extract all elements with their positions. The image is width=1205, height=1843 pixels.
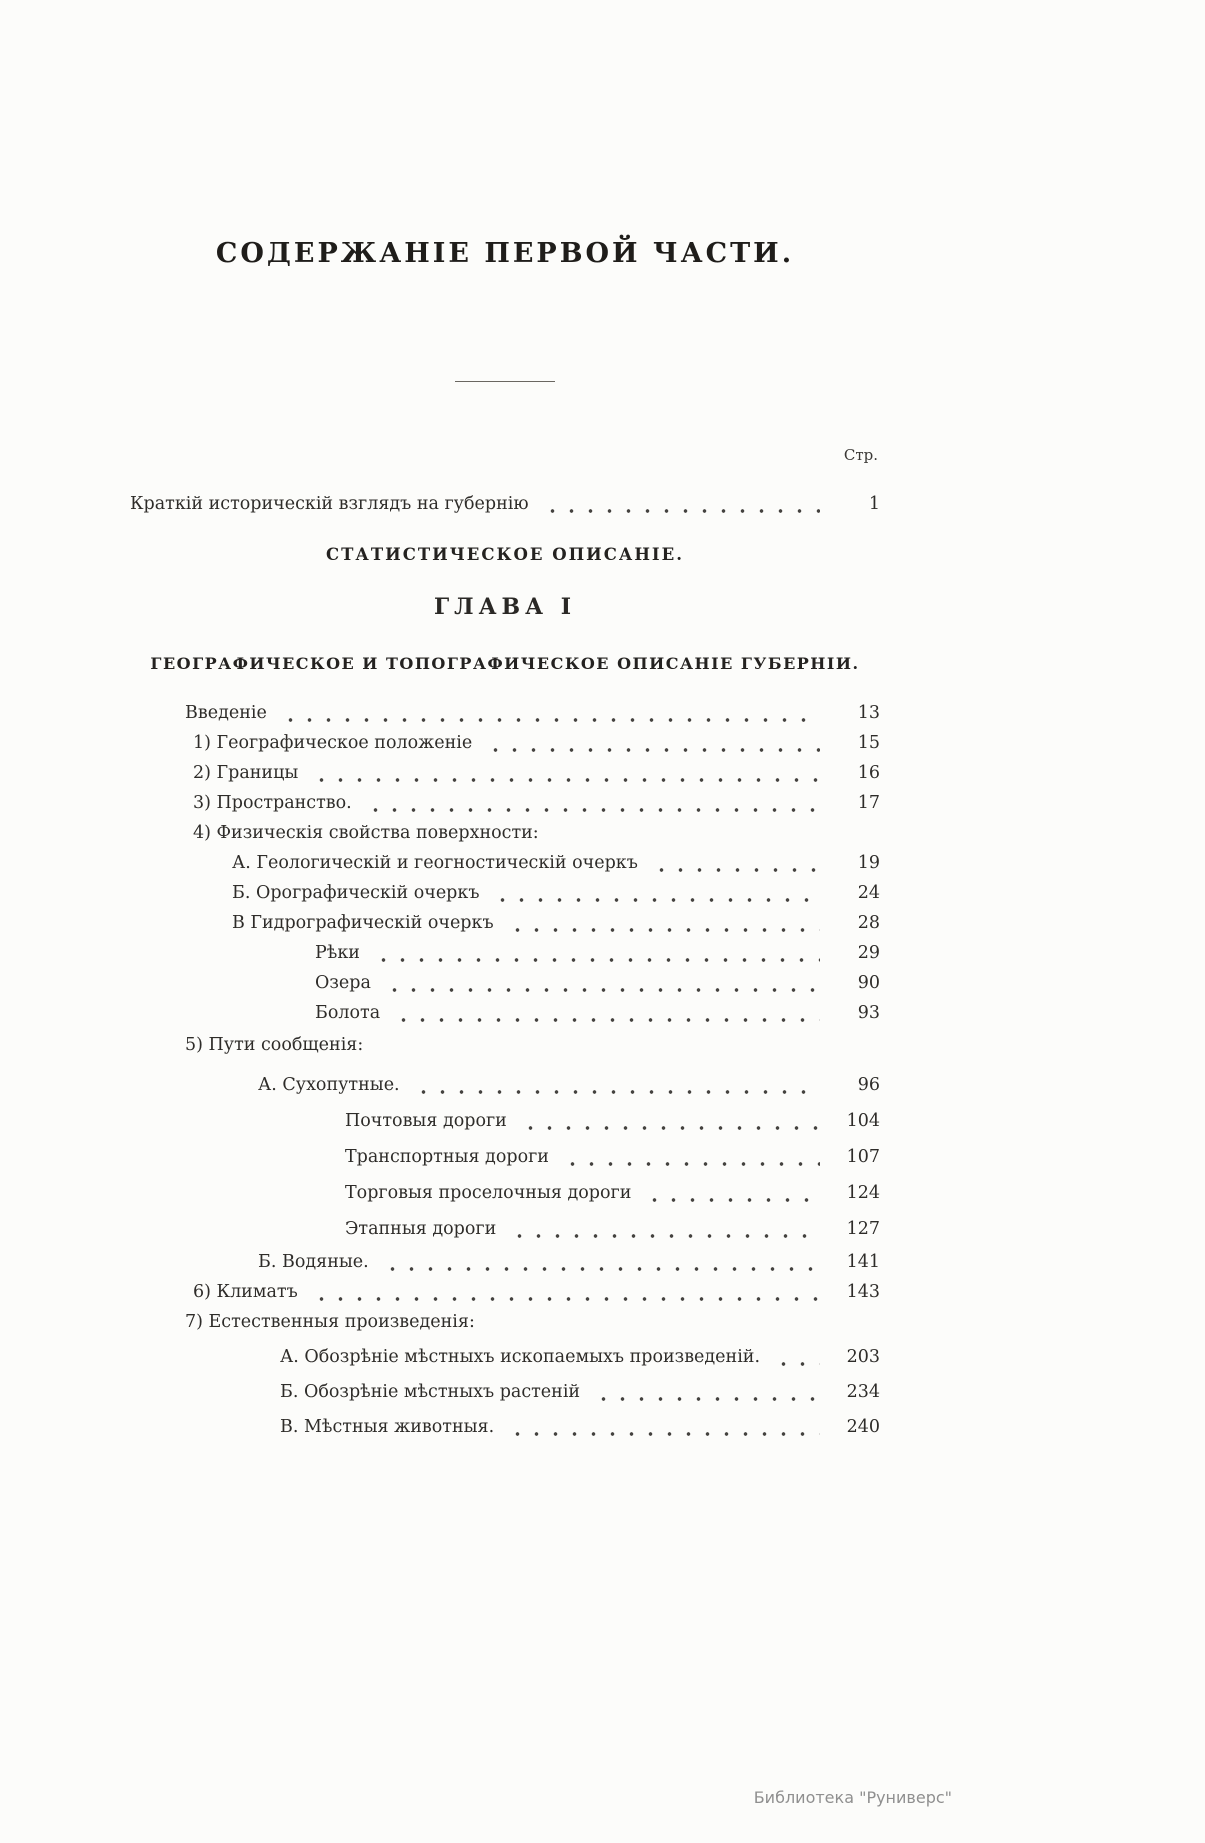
page-title: СОДЕРЖАНІЕ ПЕРВОЙ ЧАСТИ.: [215, 238, 795, 269]
toc-row: [130, 1278, 880, 1308]
toc-row: [130, 1413, 880, 1443]
dot-leader: [400, 1071, 832, 1101]
dot-leader: [549, 1143, 832, 1173]
toc-row: [130, 729, 880, 759]
toc-entry-page: 28: [857, 913, 880, 933]
toc-entry-label: Б. Водяные.: [258, 1252, 369, 1272]
toc-row: [130, 699, 880, 729]
toc-entry-page: 104: [846, 1111, 880, 1131]
toc-entry-label: Б. Обозрѣніе мѣстныхъ растеній: [280, 1382, 581, 1402]
dot-leader: [360, 939, 832, 969]
dot-leader: [352, 789, 832, 819]
toc-entry-label: Этапныя дороги: [345, 1219, 497, 1239]
toc-entry-page: 16: [857, 763, 880, 783]
toc-entry-page: 143: [846, 1282, 880, 1302]
toc-row: [130, 1107, 880, 1137]
toc-entry-page: 107: [846, 1147, 880, 1167]
dot-leader: [475, 1308, 832, 1338]
toc-entry-page: [832, 1031, 880, 1061]
dot-leader: [580, 1378, 832, 1408]
toc-entry-label: Введеніе: [185, 703, 267, 723]
toc-row: [130, 759, 880, 789]
dot-leader: [298, 759, 832, 789]
toc-entry-label: А. Геологическій и геогностическій очеркъ: [232, 853, 638, 873]
toc-entry-page: 93: [857, 1003, 880, 1023]
toc-row: [130, 1378, 880, 1408]
toc-entry-label: Транспортныя дороги: [345, 1147, 549, 1167]
toc-row: [130, 1179, 880, 1209]
toc-entry-label: Торговыя проселочныя дороги: [345, 1183, 632, 1203]
toc-row: [130, 1143, 880, 1173]
toc-entry-page: 124: [846, 1183, 880, 1203]
chapter-heading: ГЛАВА I: [433, 594, 577, 620]
toc-entry-label: 7) Естественныя произведенія:: [185, 1312, 475, 1332]
toc-entry-page: 29: [857, 943, 880, 963]
toc-entry-page: 24: [857, 883, 880, 903]
toc-row: [130, 1031, 880, 1061]
toc-entry-page: 127: [846, 1219, 880, 1239]
toc-entry-page: 141: [846, 1252, 880, 1272]
toc-entry-page: 1: [868, 494, 880, 514]
toc-entry-label: А. Обозрѣніе мѣстныхъ ископаемыхъ произведеній.: [280, 1347, 761, 1367]
dot-leader: [496, 1215, 832, 1245]
toc-entry-label: Б. Орографическій очеркъ: [232, 883, 480, 903]
toc-row: [130, 909, 880, 939]
toc-entry-label: Озера: [315, 973, 371, 993]
toc-entry-label: В. Мѣстныя животныя.: [280, 1417, 495, 1437]
toc-entry-label: В Гидрографическій очеркъ: [232, 913, 494, 933]
dot-leader: [494, 1413, 832, 1443]
toc-entry-label: Почтовыя дороги: [345, 1111, 507, 1131]
toc-list: [130, 699, 880, 1443]
dot-leader: [472, 729, 832, 759]
toc-entry-page: 19: [857, 853, 880, 873]
dot-leader: [760, 1343, 832, 1373]
toc-entry-label: 1) Географическое положеніе: [193, 733, 473, 753]
toc-row: [130, 849, 880, 879]
toc-row: [130, 999, 880, 1029]
dot-leader: [363, 1031, 832, 1061]
toc-row: [130, 879, 880, 909]
section-heading-statistical: СТАТИСТИЧЕСКОЕ ОПИСАНІЕ.: [326, 545, 684, 564]
toc-entry-label: Краткій историческій взглядъ на губернію: [130, 494, 529, 514]
toc-entry-page: 203: [846, 1347, 880, 1367]
toc-entry-label: А. Сухопутные.: [258, 1075, 400, 1095]
toc-row: [130, 1215, 880, 1245]
dot-leader: [479, 879, 832, 909]
toc-entry-label: 3) Пространство.: [193, 793, 352, 813]
dot-leader: [267, 699, 832, 729]
dot-leader: [638, 849, 832, 879]
toc-row: [130, 789, 880, 819]
toc-row: [130, 819, 880, 849]
dot-leader: [631, 1179, 832, 1209]
dot-leader: [298, 1278, 832, 1308]
section-heading-geographic: ГЕОГРАФИЧЕСКОЕ И ТОПОГРАФИЧЕСКОЕ ОПИСАНІЕ ГУБЕРНІИ.: [150, 654, 860, 673]
toc-entry-page: 240: [846, 1417, 880, 1437]
toc-entry-page: 15: [857, 733, 880, 753]
toc-intro-row: [130, 490, 880, 520]
dot-leader: [494, 909, 832, 939]
library-watermark: Библиотека "Руниверс": [753, 1788, 952, 1807]
toc-entry-page: [832, 819, 880, 849]
dot-leader: [369, 1248, 832, 1278]
toc-row: [130, 1308, 880, 1338]
toc-entry-page: 90: [857, 973, 880, 993]
dot-leader: [539, 819, 832, 849]
toc-entry-label: 6) Климатъ: [193, 1282, 298, 1302]
dot-leader: [380, 999, 832, 1029]
toc-row: [130, 939, 880, 969]
toc-entry-label: 5) Пути сообщенія:: [185, 1035, 364, 1055]
page-column-header: Стр.: [843, 446, 878, 464]
toc-entry-label: 2) Границы: [193, 763, 299, 783]
toc-entry-label: Болота: [315, 1003, 381, 1023]
toc-entry-page: 234: [846, 1382, 880, 1402]
toc-entry-page: 17: [857, 793, 880, 813]
toc-entry-page: 13: [857, 703, 880, 723]
toc-entry-label: Рѣки: [315, 943, 360, 963]
toc-entry-label: 4) Физическія свойства поверхности:: [193, 823, 539, 843]
dot-leader: [507, 1107, 832, 1137]
dot-leader: [371, 969, 832, 999]
toc-entry-page: [832, 1308, 880, 1338]
divider-rule: [455, 381, 555, 382]
dot-leader: [529, 490, 832, 520]
toc-row: [130, 1343, 880, 1373]
toc-entry-page: 96: [857, 1075, 880, 1095]
toc-row: [130, 1248, 880, 1278]
toc-row: [130, 1071, 880, 1101]
toc-row: [130, 969, 880, 999]
